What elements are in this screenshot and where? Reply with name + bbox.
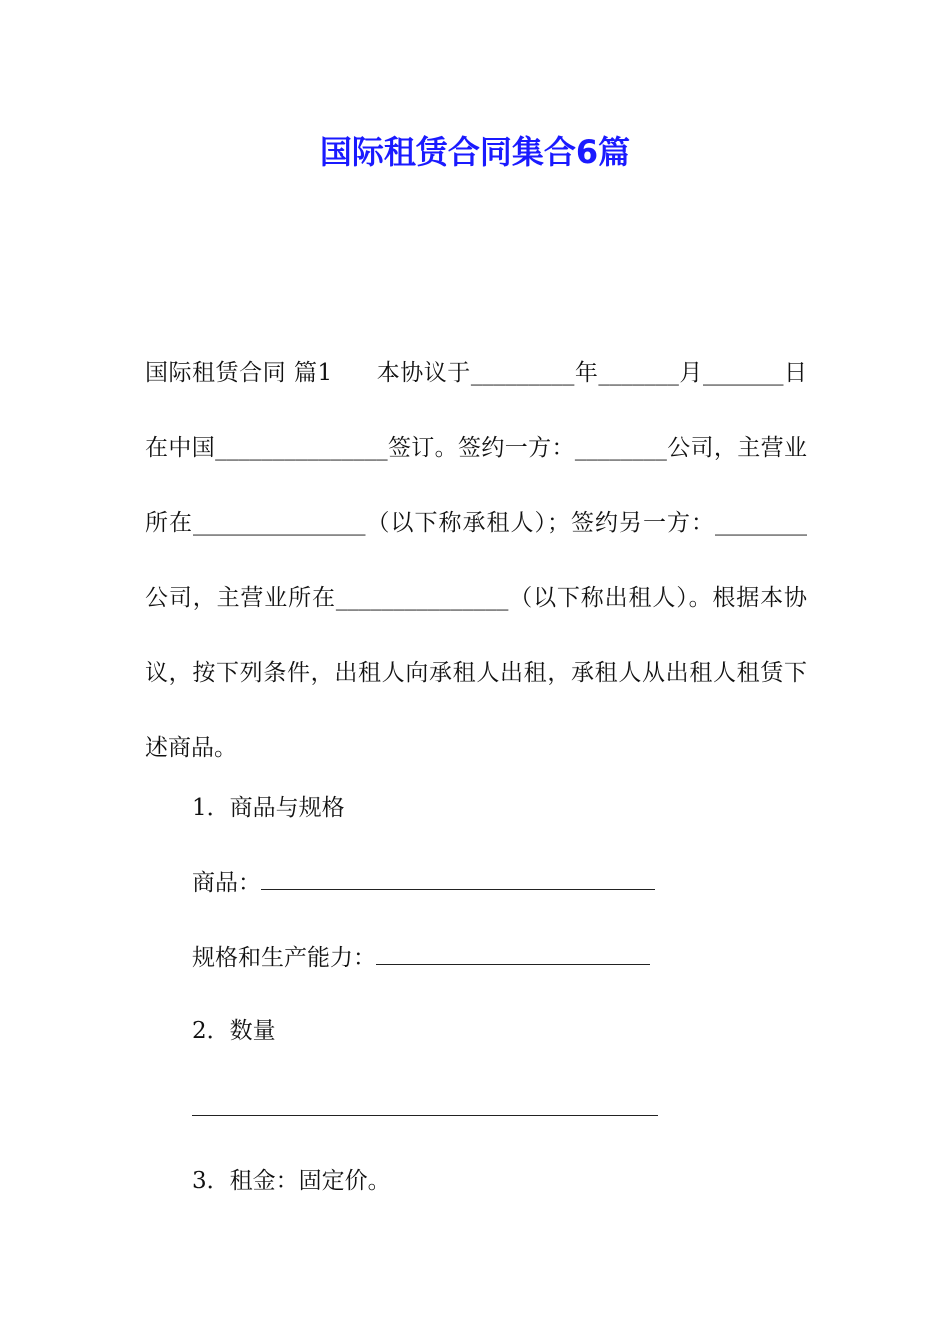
contract-heading: 国际租赁合同 篇1 (145, 360, 333, 386)
intro-paragraph (145, 336, 807, 786)
section-2-heading: 2．数量 (192, 1018, 276, 1044)
document-title: 国际租赁合同集合6篇 (319, 133, 631, 171)
goods-blank (261, 869, 655, 890)
spec-line (192, 938, 650, 978)
spec-blank (376, 944, 650, 965)
intro-text: 本协议于_________年_______月_______日在中国_______________签订。签约一方：________公司，主营业所在_______________（以下称承租人）；签约另一方：________公司，主营业所在_______________（以下称出租人）。根据本协议，按下列条件，出租人向承租人出租，承租人从出租人租赁下述商品。 (145, 360, 807, 761)
spec-label: 规格和生产能力： (192, 945, 376, 971)
goods-label: 商品： (192, 870, 261, 896)
quantity-blank (192, 1115, 658, 1116)
section-1-heading: 1．商品与规格 (192, 795, 345, 821)
goods-line (192, 863, 655, 903)
section-3-heading: 3．租金：固定价。 (192, 1168, 391, 1194)
